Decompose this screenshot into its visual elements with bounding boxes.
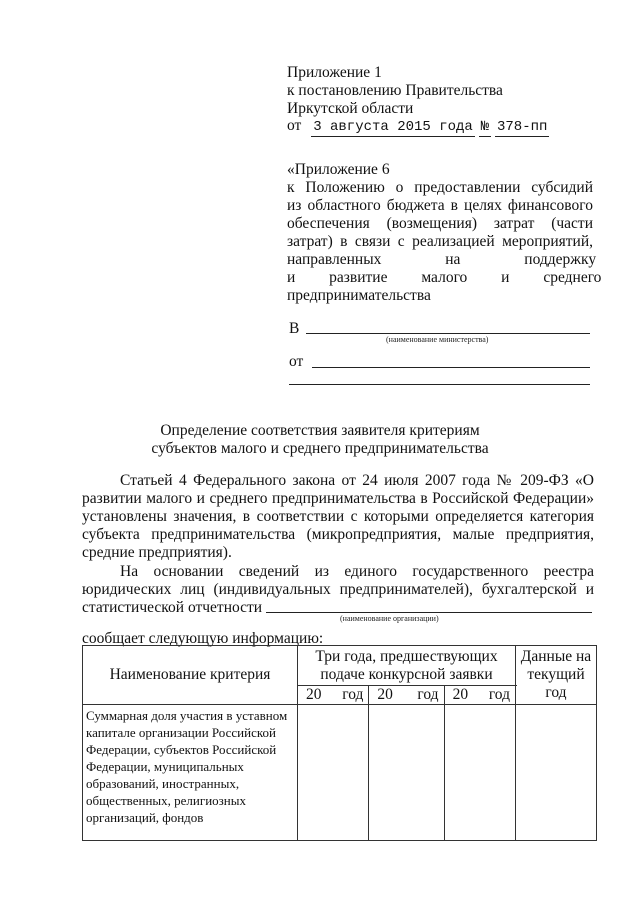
appendix1-line2: к постановлению Правительства [287,82,503,99]
reports-line: сообщает следующую информацию: [82,630,324,647]
paragraph-1 [82,472,594,562]
criteria-cell [83,705,298,841]
criteria-line: образований, иностранных, [86,776,240,791]
doc-title-line2: субъектов малого и среднего предпринимательства [151,440,489,457]
appendix6-line: к Положению о предоставлении субсидий [287,179,593,196]
appendix6-line: и развитие малого и среднего [287,269,602,286]
appendix1-line3: Иркутской области [287,100,414,117]
date-value: 3 августа 2015 года [313,119,473,135]
appendix6-line: направленных на поддержку [287,251,597,268]
criteria-line: организаций, фондов [86,810,204,825]
paragraph-line: развитии малого и среднего предпринимательства в Российской Федерации» [82,490,594,507]
appendix6-line: предпринимательства [287,287,431,304]
paragraph-line: субъекта предпринимательства (микропредприятия, малые предприятия, [82,526,594,543]
value-cell-current-year[interactable] [516,705,597,841]
appendix6-line: «Приложение 6 [287,161,390,178]
criteria-line: Федерации, субъектов Российской [86,742,277,757]
year-cell-3: 20 год [444,686,515,705]
header-current-year: Данные на текущий год [516,646,597,705]
number-value: 378-пп [497,119,548,135]
appendix6-line: обеспечения (возмещения) затрат (части [287,215,593,232]
criteria-line: Суммарная доля участия в уставном [86,708,288,723]
to-label: В [289,320,300,337]
value-cell-year-3[interactable] [444,705,515,841]
appendix6-line: из областного бюджета в целях финансового [287,197,593,214]
appendix1-date-line [287,117,549,137]
criteria-line: Федерации, муниципальных [86,759,244,774]
paragraph-line: На основании сведений из единого государственного реестра [120,563,594,580]
from-label: от [289,353,304,370]
criteria-line: капитале организации Российской [86,725,276,740]
date-prefix: от [287,117,302,134]
header-criteria: Наименование критерия [83,646,298,705]
paragraph-line: Статьей 4 Федерального закона от 24 июля 2007 года № 209-ФЗ «О [120,472,594,489]
year-cell-2: 20 год [369,686,444,705]
doc-title-line1: Определение соответствия заявителя критериям [160,422,480,439]
paragraph-line: юридических лиц (индивидуальных предпринимателей), бухгалтерской и [82,581,594,598]
paragraph-line: установлены значения, в соответствии с которыми определяется категория [82,508,594,525]
number-sign: № [480,119,490,135]
from-line-2[interactable] [289,384,590,385]
organization-line[interactable] [266,612,592,613]
ministry-line[interactable] [306,333,590,334]
appendix1-line1: Приложение 1 [287,64,382,81]
from-line[interactable] [312,367,590,368]
value-cell-year-2[interactable] [369,705,444,841]
paragraph-line: статистической отчетности [82,599,263,616]
paragraph-line: средние предприятия). [82,544,232,561]
organization-hint: (наименование организации) [340,614,439,623]
year-cell-1: 20 год [298,686,369,705]
appendix6-line: затрат) в связи с реализацией мероприятий, [287,233,593,250]
value-cell-year-1[interactable] [298,705,369,841]
ministry-hint: (наименование министерства) [386,335,489,344]
criteria-line: общественных, религиозных [86,793,246,808]
paragraph-2 [82,563,594,617]
appendix6-block [287,161,602,305]
header-years: Три года, предшествующих подаче конкурсной заявки [298,646,516,686]
criteria-table [82,645,597,841]
